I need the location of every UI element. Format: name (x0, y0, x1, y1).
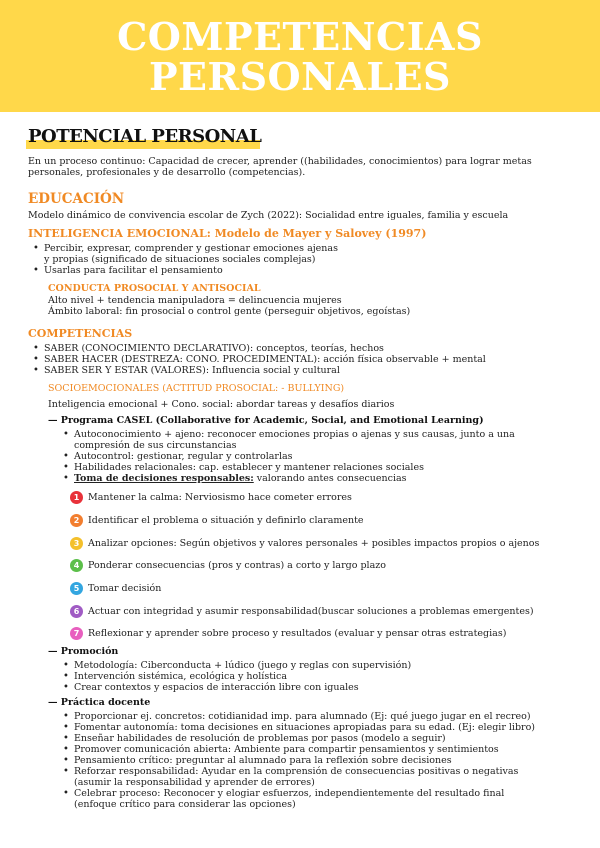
promocion-list (60, 660, 411, 693)
competencias-list (30, 343, 486, 376)
practica-list-continuation: (asumir la responsabilidad y aprender de errores) (74, 777, 315, 788)
list-item: • Metodología: Ciberconducta + lúdico (juego y reglas con supervisión) (60, 660, 411, 671)
step-number-badge: 1 (70, 491, 83, 504)
practica-list (60, 711, 535, 777)
title-banner (0, 0, 600, 112)
step-number-badge: 5 (70, 582, 83, 595)
list-item: • Crear contextos y espacios de interacción libre con iguales (60, 682, 411, 693)
heading-potencial-personal: POTENCIAL PERSONAL (28, 126, 262, 147)
list-item: • Celebrar proceso: Reconocer y elogiar esfuerzos, independientemente del resultado final (60, 788, 504, 799)
step-text: Analizar opciones: Según objetivos y valores personales + posibles impactos propios o ajenos (88, 538, 540, 549)
list-item: • SABER HACER (DESTREZA: CONO. PROCEDIMENTAL): acción física observable + mental (30, 354, 486, 365)
heading-competencias: COMPETENCIAS (28, 327, 133, 340)
step-text: Mantener la calma: Nerviosismo hace cometer errores (88, 492, 352, 503)
step-number-badge: 7 (70, 627, 83, 640)
list-item: • Autocontrol: gestionar, regular y controlarlas (60, 451, 424, 462)
list-item (60, 473, 424, 484)
step-number-badge: 6 (70, 605, 83, 618)
banner-title-line-2: PERSONALES (148, 54, 451, 99)
list-item: • Reforzar responsabilidad: Ayudar en la comprensión de consecuencias positivas o negativas (60, 766, 535, 777)
list-item: • Intervención sistémica, ecológica y holística (60, 671, 411, 682)
ie-list-continuation: y propias (significado de situaciones sociales complejas) (44, 254, 316, 265)
heading-practica-docente: — Práctica docente (48, 697, 151, 708)
casel-list-2 (60, 451, 424, 484)
step-text: Actuar con integridad y asumir responsabilidad(buscar soluciones a problemas emergentes) (88, 606, 534, 617)
step-text: Tomar decisión (88, 583, 162, 594)
educacion-text: Modelo dinámico de convivencia escolar de Zych (2022): Socialidad entre iguales, familia y escuela (28, 210, 509, 221)
list-item: • SABER SER Y ESTAR (VALORES): Influencia social y cultural (30, 365, 486, 376)
list-item: • Pensamiento crítico: preguntar al alumnado para la reflexión sobre decisiones (60, 755, 535, 766)
casel-list-continuation: compresión de sus circunstancias (74, 440, 237, 451)
step-text: Identificar el problema o situación y definirlo claramente (88, 515, 364, 526)
list-item: • Percibir, expresar, comprender y gestionar emociones ajenas (30, 243, 338, 254)
practica-list-2 (60, 788, 504, 799)
conducta-text-2: Ámbito laboral: fin prosocial o control gente (perseguir objetivos, egoístas) (48, 306, 411, 317)
ie-list-2 (30, 265, 223, 276)
heading-socioemocionales: SOCIOEMOCIONALES (ACTITUD PROSOCIAL: - BULLYING) (48, 383, 345, 394)
heading-promocion: — Promoción (48, 646, 119, 657)
list-item: • Usarlas para facilitar el pensamiento (30, 265, 223, 276)
casel-list (60, 429, 515, 440)
heading-educacion: EDUCACIÓN (28, 191, 125, 207)
step-number-badge: 3 (70, 537, 83, 550)
step-text: Ponderar consecuencias (pros y contras) a corto y largo plazo (88, 560, 386, 571)
ie-list (30, 243, 338, 254)
list-item: • Fomentar autonomía: toma decisiones en situaciones apropiadas para su edad. (Ej: elegir libro) (60, 722, 535, 733)
heading-inteligencia-emocional: INTELIGENCIA EMOCIONAL: Modelo de Mayer y Salovey (1997) (28, 227, 427, 240)
socio-text: Inteligencia emocional + Cono. social: abordar tareas y desafíos diarios (48, 399, 395, 410)
heading-conducta-prosocial: CONDUCTA PROSOCIAL Y ANTISOCIAL (48, 283, 261, 294)
potencial-text-2: personales, profesionales y de desarrollo (competencias). (28, 167, 306, 178)
list-item: • Habilidades relacionales: cap. establecer y mantener relaciones sociales (60, 462, 424, 473)
banner-title-line-1: COMPETENCIAS (117, 14, 483, 59)
step-text: Reflexionar y aprender sobre proceso y resultados (evaluar y pensar otras estrategias) (88, 628, 507, 639)
toma-decisiones-label: Toma de decisiones responsables: (74, 473, 254, 484)
list-item: • Autoconocimiento + ajeno: reconocer emociones propias o ajenas y sus causas, junto a una (60, 429, 515, 440)
list-item: • Enseñar habilidades de resolución de problemas por pasos (modelo a seguir) (60, 733, 535, 744)
step-number-badge: 2 (70, 514, 83, 527)
list-item: • Proporcionar ej. concretos: cotidianidad imp. para alumnado (Ej: qué juego jugar en el recreo) (60, 711, 535, 722)
conducta-text-1: Alto nivel + tendencia manipuladora = delincuencia mujeres (48, 295, 342, 306)
practica-list-continuation-2: (enfoque crítico para considerar las opciones) (74, 799, 296, 810)
step-number-badge: 4 (70, 559, 83, 572)
list-item: • Promover comunicación abierta: Ambiente para compartir pensamientos y sentimientos (60, 744, 535, 755)
list-item: • SABER (CONOCIMIENTO DECLARATIVO): conceptos, teorías, hechos (30, 343, 486, 354)
potencial-text-1: En un proceso continuo: Capacidad de crecer, aprender ((habilidades, conocimientos) para lograr metas (28, 156, 532, 167)
toma-decisiones-rest: valorando antes consecuencias (253, 473, 407, 484)
heading-programa-casel: — Programa CASEL (Collaborative for Academic, Social, and Emotional Learning) (48, 415, 484, 426)
